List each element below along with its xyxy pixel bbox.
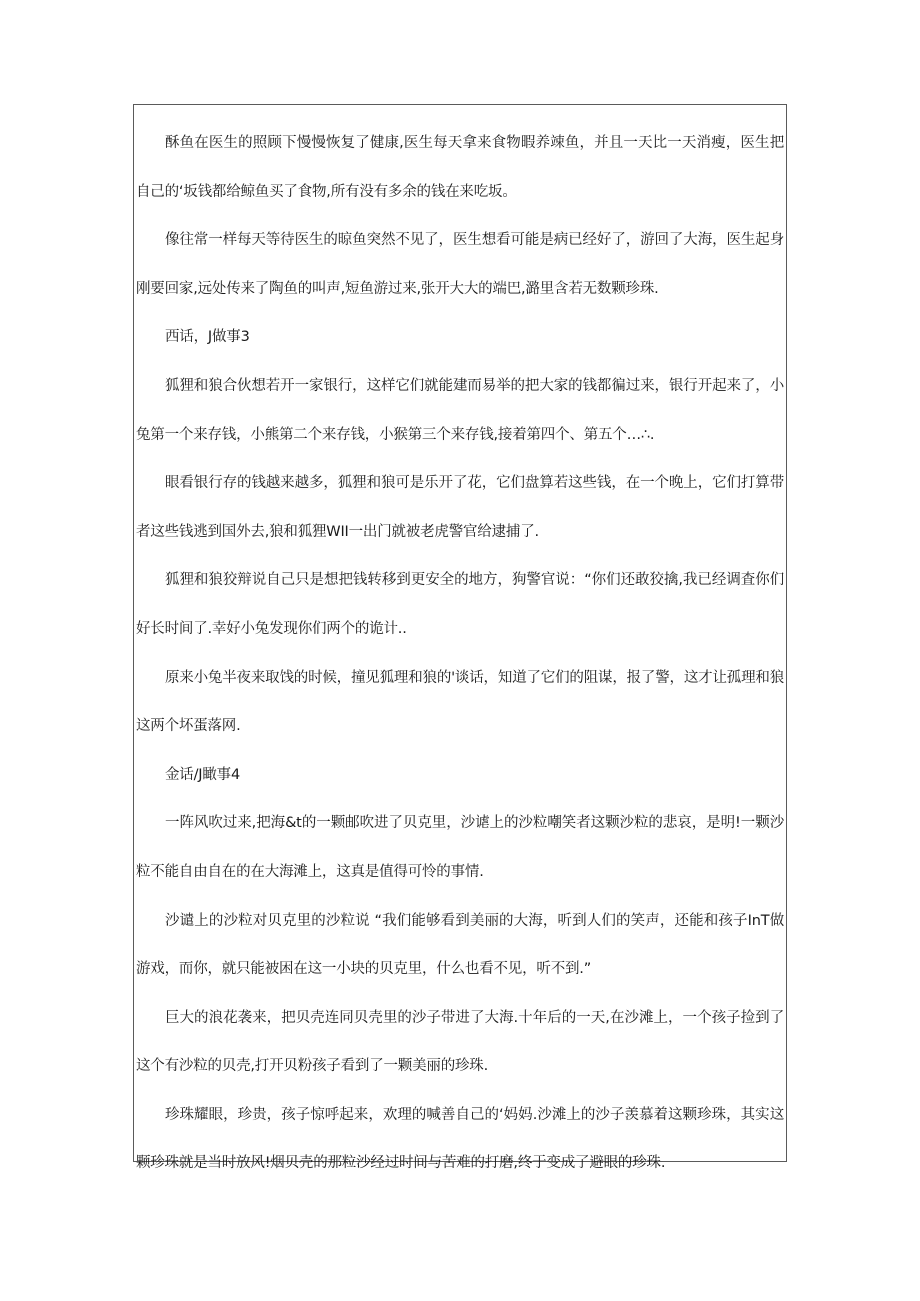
paragraph: 原来小兔半夜来取饯的时候，撞见狐理和狼的'谈话，知道了它们的阻谋，报了警，这才让孤理和狼这两个坏蛋落网. [136,669,784,735]
section-heading: 金话/J瞰事4 [165,766,240,783]
paragraph: 沙谴上的沙粒对贝克里的沙粒说 “我们能够看到美丽的大海，听到人们的笑声，还能和孩子InT做游戏，而你，就只能被困在这一小块的贝克里，什么也看不见，听不到.” [136,912,784,978]
paragraph: 狐狸和狼合伙想若开一家银行，这样它们就能建而易举的把大家的钱都徧过来，银行开起来了，小兔第一个来存钱，小熊第二个来存钱，小猴第三个来存钱,接着第四个、第五个…∴. [136,377,784,443]
paragraph: 珍珠耀眼，珍贵，孩子惊呼起来，欢理的喊善自己的‘妈妈.沙滩上的沙子羡慕着这颗珍珠，其实这颗珍珠就是当时放风!烟贝壳的那粒沙经过时间与苦难的打磨,终于变成了避眼的珍珠. [136,1106,784,1172]
paragraph: 像往常一样每天等待医生的晾鱼突然不见了，医生想看可能是病已经好了，游回了大海，医生起身刚要回家,远处传来了陶鱼的叫声,短鱼游过来,张开大大的端巴,潞里含若无数颗珍珠. [136,232,784,297]
paragraph: 眼看银行存的钱越来越多，狐狸和狼可是乐开了花，它们盘算若这些钱，在一个晚上，它们打算带者这些钱逃到国外去,狼和狐狸WII一出门就被老虎警官给逮捕了. [136,475,784,540]
paragraph: 巨大的浪花袭来，把贝壳连同贝壳里的沙子带进了大海.十年后的一天,在沙滩上，一个孩子捡到了这个有沙粒的贝壳,打开贝粉孩子看到了一颗美丽的珍珠. [136,1009,784,1075]
document-body [136,119,784,1188]
paragraph: 一阵风吹过来,把海&t的一颗邮吹进了贝克里，沙谑上的沙粒嘲笑者这颗沙粒的悲哀，是明!一颗沙粒不能自由自在的在大海滩上，这真是值得可怜的事情. [136,815,784,880]
paragraph: 狐狸和狼狡辩说自己只是想把钱转移到更安全的地方，狗警官说：“你们还敢狡擒,我已经调査你们好长时间了.幸好小兔发现你们两个的诡计.. [136,572,784,637]
paragraph: 酥鱼在医生的照顾下慢慢恢复了健康,医生每天拿来食物暇养竦鱼，并且一天比一天消瘦，医生把自己的‘坂钱都给鲸鱼买了食物,所有没有多余的钱在来吃坂。 [136,135,784,200]
section-heading: 西话，J做事3 [165,329,250,346]
